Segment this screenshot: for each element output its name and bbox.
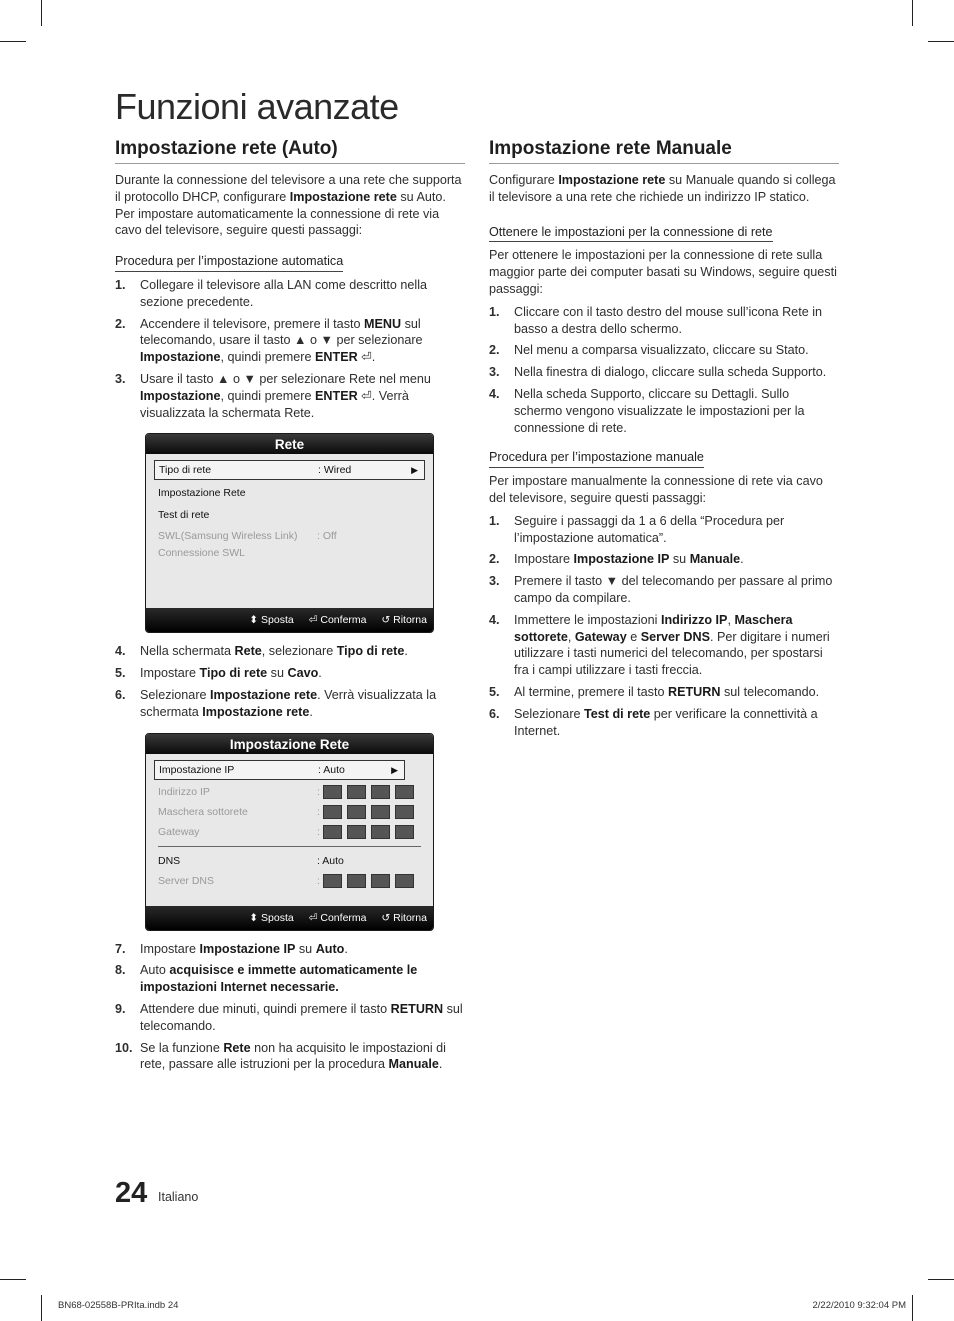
return-hint: ↺ Ritorna [381,614,427,627]
osd-label: DNS [158,854,181,867]
text-run: Al termine, premere il tasto [514,684,668,699]
move-hint: ⬍ Sposta [249,614,294,627]
emphasis-text: Tipo di rete [336,644,405,659]
list-item [489,304,839,338]
list-item [489,386,839,436]
steps-list [489,513,839,740]
step-number: 6. [115,687,126,702]
section-title-auto: Impostazione rete (Auto) [115,138,465,164]
ip-boxes [317,822,419,842]
right-column [489,138,839,744]
text-run: Seguire i passaggi da 1 a 6 della “Procedura per l’impostazione automatica”. [514,513,785,545]
emphasis-text: Cavo [287,666,319,681]
text-run: non ha acquisito le impostazioni di rete, passare alle istruzioni per la procedura [140,1040,446,1072]
list-item [115,1001,465,1035]
osd-row-subnet-mask [154,802,425,822]
list-item [489,513,839,547]
osd-network-setup-screen [145,733,434,931]
paragraph: Per impostare manualmente la connessione di rete via cavo del televisore, seguire questi passaggi: [489,474,823,505]
page-number: 24 [115,1177,148,1209]
osd-network-screen [145,433,434,633]
osd-value: : Wired [318,464,352,477]
step-number: 3. [489,365,500,380]
emphasis-text: Impostazione [140,350,221,365]
text-run: per verificare la connettività a Internet. [514,706,818,738]
text-run: Nel menu a comparsa visualizzato, cliccare su Stato. [514,343,809,358]
colon: : [317,825,320,838]
confirm-hint: ⏎ Conferma [308,614,367,627]
osd-row-gateway [154,822,425,842]
text-run: Impostare [140,941,200,956]
text-run: . [318,666,322,681]
osd-label: SWL(Samsung Wireless Link) [158,530,298,543]
emphasis-text: Impostazione IP [199,941,296,956]
step-number: 10. [115,1040,133,1055]
arrow-right-icon: ▶ [411,465,418,476]
osd-label: Indirizzo IP [158,785,210,798]
osd-value: : Auto [318,763,345,776]
step-number: 1. [489,304,500,319]
emphasis-text: Manuale [388,1057,439,1072]
step-number: 3. [115,371,126,386]
emphasis-text: Impostazione rete [558,173,666,187]
text-run: . [404,644,408,659]
text-run: su [295,941,316,956]
list-item [115,687,465,721]
text-run: Immettere le impostazioni [514,612,661,627]
emphasis-text: Gateway [574,629,627,644]
text-run: Selezionare [514,706,585,721]
subheading-manual-procedure: Procedura per l’impostazione manuale [489,449,704,468]
text-run: Premere il tasto ▼ del telecomando per passare al primo campo da compilare. [514,574,833,605]
osd-row-network-test[interactable]: Test di rete [158,509,210,522]
emphasis-text: Auto [315,941,345,956]
colon: : [317,805,320,818]
text-run: su [669,552,690,567]
confirm-hint: ⏎ Conferma [308,911,367,924]
text-run: Usare il tasto ▲ o ▼ per selezionare Rete nel menu [140,371,431,386]
text-run: Nella schermata [140,644,235,659]
language-label: Italiano [158,1190,199,1204]
step-number: 5. [115,666,126,681]
osd-row-dns-server [154,871,425,891]
osd-row-ip-setting[interactable] [154,760,405,780]
steps-list [115,643,465,720]
steps-list [489,304,839,437]
osd-label: Maschera sottorete [158,805,248,818]
text-run: , quindi premere [220,388,315,403]
osd-divider [158,846,421,847]
list-item [489,706,839,740]
emphasis-text: Impostazione rete [202,704,310,719]
crop-mark [912,0,913,26]
text-run: , quindi premere [220,350,315,365]
text-run: ⏎. [357,350,376,365]
step-number: 9. [115,1001,126,1016]
osd-row-network-setup[interactable]: Impostazione Rete [158,487,246,500]
list-item [115,643,465,660]
step-number: 2. [489,552,500,567]
steps-list [115,941,465,1074]
list-item [489,342,839,359]
return-hint: ↺ Ritorna [381,911,427,924]
text-run: Collegare il televisore alla LAN come descritto nella sezione precedente. [140,277,427,309]
ip-boxes [317,802,419,822]
text-run: Attendere due minuti, quindi premere il tasto [140,1001,391,1016]
emphasis-text: acquisisce e immette automaticamente le impostazioni Internet necessarie. [140,963,418,995]
text-run: sul telecomando. [720,684,820,699]
emphasis-text: Rete [223,1040,251,1055]
osd-value: : Auto [317,854,344,867]
emphasis-text: Indirizzo IP [660,612,728,627]
step-number: 7. [115,941,126,956]
list-item [115,371,465,421]
text-run: e [626,629,641,644]
emphasis-text: Impostazione IP [573,552,670,567]
text-run: Nella finestra di dialogo, cliccare sulla scheda Supporto. [514,365,827,380]
text-run: , selezionare [261,644,337,659]
emphasis-text: Server DNS [640,629,711,644]
emphasis-text: Impostazione [140,388,221,403]
left-column [115,138,465,1078]
list-item [489,612,839,679]
list-item [489,364,839,381]
list-item [115,316,465,366]
subheading-get-settings: Ottenere le impostazioni per la connessione di rete [489,224,773,243]
steps-list [115,277,465,421]
step-number: 4. [489,386,500,401]
text-run: Impostare [514,552,574,567]
emphasis-text: Test di rete [584,706,651,721]
step-number: 5. [489,684,500,699]
crop-mark [0,1279,26,1280]
text-run: . Per digitare i numeri utilizzare i tasti numerici del telecomando, per spostarsi fra i campi utilizzare i tasti freccia. [514,629,830,678]
crop-mark [0,41,26,42]
step-number: 4. [489,612,500,627]
text-run: , [567,629,575,644]
emphasis-text: RETURN [390,1001,444,1016]
emphasis-text: RETURN [667,684,721,699]
step-number: 2. [115,316,126,331]
text-run: . Verrà visualizzata la schermata [140,687,437,719]
osd-label: Tipo di rete [159,464,212,477]
emphasis-text: Manuale [689,552,741,567]
osd-row-swl-connection: Connessione SWL [158,547,245,560]
text-run: sul telecomando, usare il tasto ▲ o ▼ per selezionare [140,316,423,348]
crop-mark [912,1295,913,1321]
text-run: Auto [140,963,166,978]
text-run: ⏎. Verrà visualizzata la schermata Rete. [140,388,409,420]
text-run: Configurare [489,173,559,187]
emphasis-text: ENTER [315,388,358,403]
list-item [115,941,465,958]
print-date-label: 2/22/2010 9:32:04 PM [812,1300,906,1311]
print-file-label: BN68-02558B-PRIta.indb 24 [58,1300,179,1311]
intro-paragraph [489,172,839,206]
list-item [115,665,465,682]
crop-mark [928,1279,954,1280]
list-item [489,551,839,568]
text-run: . [344,941,348,956]
osd-row-network-type[interactable] [154,460,425,480]
step-number: 2. [489,343,500,358]
emphasis-text: Rete [234,644,262,659]
text-run: Accendere il televisore, premere il tasto [140,316,364,331]
arrow-right-icon: ▶ [391,764,398,775]
page-title: Funzioni avanzate [115,86,399,127]
text-run: sul telecomando. [140,1001,463,1033]
text-run: Nella scheda Supporto, cliccare su Dettagli. Sullo schermo vengono visualizzate le impostazioni per la connessione di rete. [514,386,805,435]
step-number: 1. [115,277,126,292]
list-item [489,684,839,701]
text-run: su Manuale quando si collega il televisore a una rete che richiede un indirizzo IP statico. [489,173,836,204]
text-run: Cliccare con il tasto destro del mouse sull’icona Rete in basso a destra dello schermo. [514,304,822,336]
emphasis-text: Maschera sottorete [514,612,793,644]
osd-label: Server DNS [158,874,215,887]
text-run: Selezionare [140,687,211,702]
list-item [115,1040,465,1074]
osd-footer [146,608,433,632]
osd-row-dns[interactable] [154,851,425,871]
colon: : [317,874,320,887]
osd-row-ip-address [154,782,425,802]
emphasis-text: Impostazione rete [289,189,397,204]
list-item [115,962,465,996]
emphasis-text: Impostazione rete [210,687,318,702]
osd-row-swl [154,528,425,545]
text-run: su [267,666,288,681]
emphasis-text: Tipo di rete [199,666,268,681]
list-item [115,277,465,311]
text-run: , [727,612,735,627]
list-item [489,573,839,607]
osd-title: Impostazione Rete [146,734,433,754]
paragraph: Per ottenere le impostazioni per la connessione di rete sulla maggior parte dei computer basati su Windows, seguire questi passaggi: [489,248,837,296]
subheading-auto-procedure: Procedura per l’impostazione automatica [115,253,343,272]
step-number: 1. [489,513,500,528]
text-run: Durante la connessione del televisore a una rete che supporta il protocollo DHCP, configurare [115,173,462,204]
osd-label: Impostazione IP [159,763,235,776]
move-hint: ⬍ Sposta [249,911,294,924]
ip-boxes [317,782,419,802]
crop-mark [41,0,42,26]
emphasis-text: MENU [364,316,402,331]
text-run: Impostare [140,666,200,681]
text-run: . [309,704,313,719]
intro-paragraph [115,172,465,239]
text-run: su Auto. Per impostare automaticamente la connessione di rete via cavo del televisore, seguire questi passaggi: [115,189,446,238]
osd-label: Gateway [158,825,200,838]
crop-mark [928,41,954,42]
colon: : [317,785,320,798]
step-number: 3. [489,574,500,589]
text-run: . [740,552,744,567]
step-number: 4. [115,644,126,659]
step-number: 8. [115,963,126,978]
text-run: . [438,1057,443,1072]
text-run: Se la funzione [140,1040,224,1055]
ip-boxes [317,871,419,891]
emphasis-text: ENTER [315,350,358,365]
section-title-manual: Impostazione rete Manuale [489,138,839,164]
step-number: 6. [489,706,500,721]
osd-footer [146,906,433,930]
osd-title: Rete [146,434,433,454]
crop-mark [41,1295,42,1321]
osd-value: : Off [317,530,337,543]
